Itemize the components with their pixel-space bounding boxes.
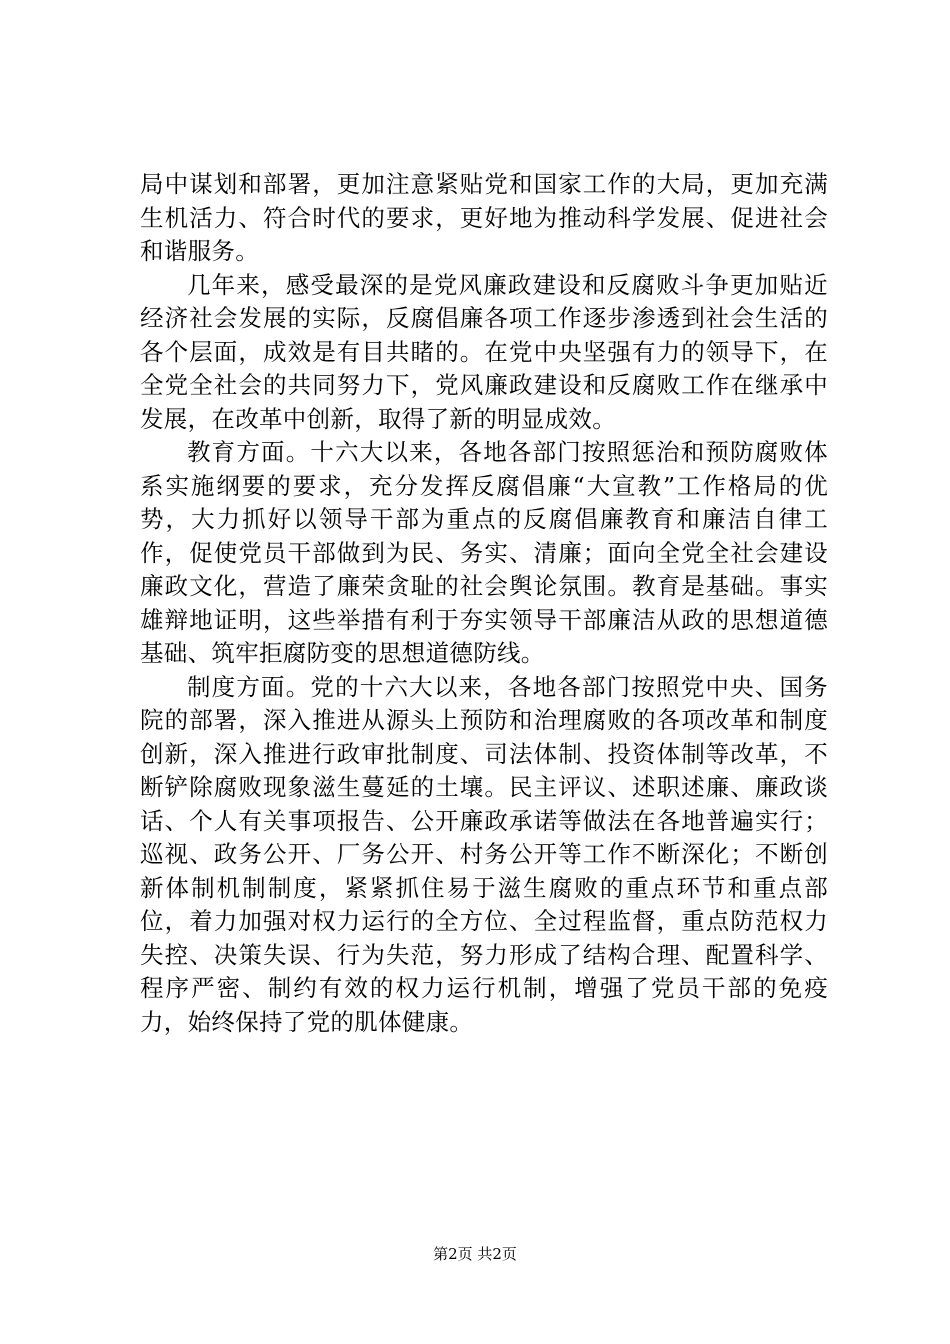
paragraph-institution: 制度方面。党的十六大以来，各地各部门按照党中央、国务院的部署，深入推进从源头上预防和治理腐败的各项改革和制度创新，深入推进行政审批制度、司法体制、投资体制等改革，不断铲除腐败现象滋生蔓延的土壤。民主评议、述职述廉、廉政谈话、个人有关事项报告、公开廉政承诺等做法在各地普遍实行；巡视、政务公开、厂务公开、村务公开等工作不断深化；不断创新体制机制制度，紧紧抓住易于滋生腐败的重点环节和重点部位，着力加强对权力运行的全方位、全过程监督，重点防范权力失控、决策失误、行为失范，努力形成了结构合理、配置科学、程序严密、制约有效的权力运行机制，增强了党员干部的免疫力，始终保持了党的肌体健康。 xyxy=(140,672,828,1036)
page-number-label: 第2页 共2页 xyxy=(433,1245,517,1263)
paragraph-overview: 几年来，感受最深的是党风廉政建设和反腐败斗争更加贴近经济社会发展的实际，反腐倡廉各项工作逐步渗透到社会生活的各个层面，成效是有目共睹的。在党中央坚强有力的领导下，在全党全社会的共同努力下，党风廉政建设和反腐败工作在继承中发展，在改革中创新，取得了新的明显成效。 xyxy=(140,270,828,433)
page-footer xyxy=(0,1244,950,1264)
document-body xyxy=(140,168,828,1039)
paragraph-continuation: 局中谋划和部署，更加注意紧贴党和国家工作的大局，更加充满生机活力、符合时代的要求，更好地为推动科学发展、促进社会和谐服务。 xyxy=(140,170,828,265)
paragraph-education: 教育方面。十六大以来，各地各部门按照惩治和预防腐败体系实施纲要的要求，充分发挥反腐倡廉“大宣教”工作格局的优势，大力抓好以领导干部为重点的反腐倡廉教育和廉洁自律工作，促使党员干部做到为民、务实、清廉；面向全党全社会建设廉政文化，营造了廉荣贪耻的社会舆论氛围。教育是基础。事实雄辩地证明，这些举措有利于夯实领导干部廉洁从政的思想道德基础、筑牢拒腐防变的思想道德防线。 xyxy=(140,438,828,667)
